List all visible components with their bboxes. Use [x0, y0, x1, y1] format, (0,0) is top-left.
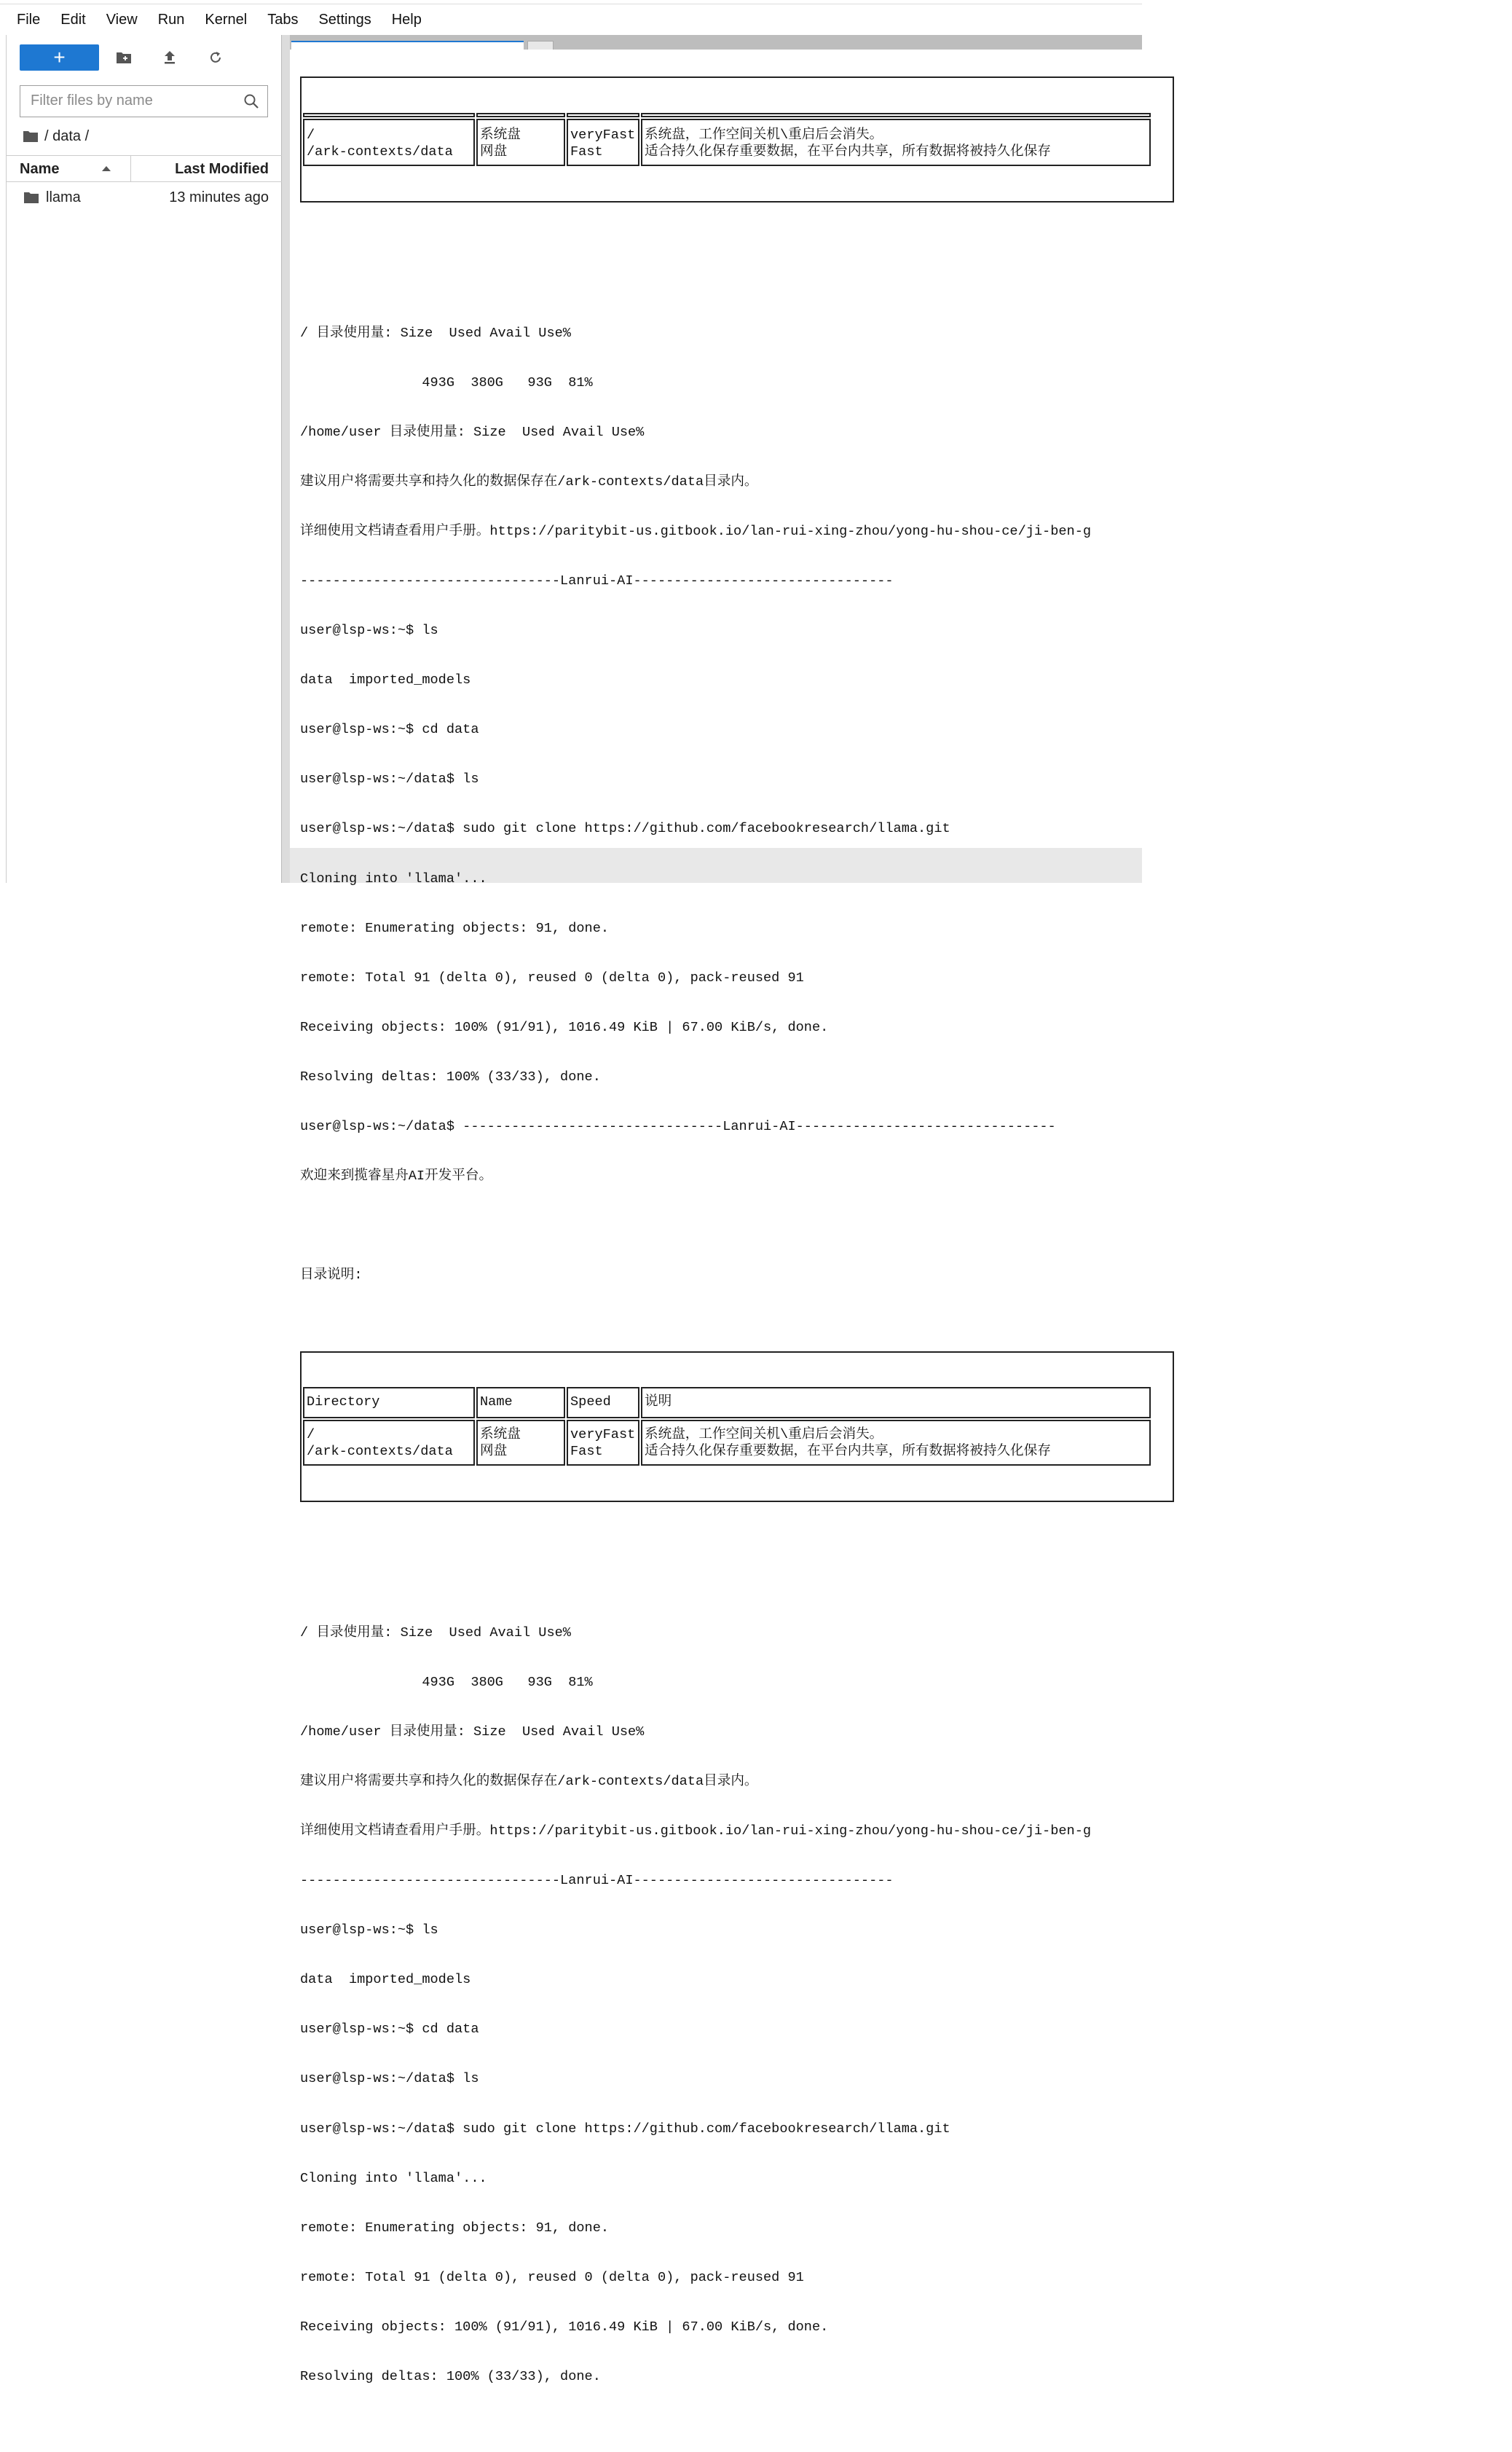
terminal-table-mid [300, 1351, 1174, 1502]
file-name: llama [46, 189, 81, 205]
terminal-line: 详细使用文档请查看用户手册。https://paritybit-us.gitbook.io/lan-rui-xing-zhou/yong-hu-shou-ce/ji-ben-g [300, 1823, 1092, 1839]
terminal-line: user@lsp-ws:~/data$ ls [300, 771, 479, 787]
terminal-line: --------------------------------Lanrui-AI-------------------------------- [300, 1873, 894, 1889]
file-row[interactable] [7, 183, 282, 211]
table-cell: 系统盘，工作空间关机\重启后会消失。 适合持久化保存重要数据，在平台内共享，所有数据将被持久化保存 [641, 119, 1151, 166]
terminal-line: remote: Total 91 (delta 0), reused 0 (delta 0), pack-reused 91 [300, 970, 804, 986]
table-cell: veryFast Fast [567, 1420, 639, 1466]
table-header-cell: 说明 [641, 1387, 1151, 1418]
menu-file[interactable]: File [17, 11, 41, 28]
column-name[interactable]: Name [20, 161, 60, 177]
terminal-line: remote: Enumerating objects: 91, done. [300, 2220, 610, 2236]
folder-icon[interactable] [23, 130, 39, 143]
terminal-line: /home/user 目录使用量: Size Used Avail Use% [300, 424, 645, 440]
upload-button[interactable] [160, 48, 179, 67]
terminal-line: 493G 380G 93G 81% [300, 1674, 593, 1690]
menu-settings[interactable]: Settings [318, 11, 371, 28]
file-browser-toolbar [7, 35, 282, 80]
new-launcher-button[interactable] [20, 44, 99, 71]
upload-icon [163, 50, 176, 65]
terminal-line: 建议用户将需要共享和持久化的数据保存在/ark-contexts/data目录内。 [300, 1773, 758, 1789]
terminal-line: user@lsp-ws:~$ cd data [300, 2021, 479, 2038]
table-cell: veryFast Fast [567, 119, 639, 166]
terminal-line: Receiving objects: 100% (91/91), 1016.49 KiB | 67.00 KiB/s, done. [300, 1019, 829, 1035]
filter-box [20, 85, 268, 117]
terminal-line: 493G 380G 93G 81% [300, 374, 593, 390]
table-cell [476, 113, 565, 117]
refresh-button[interactable] [206, 48, 225, 67]
refresh-icon [208, 50, 223, 65]
terminal-line: Resolving deltas: 100% (33/33), done. [300, 1069, 601, 1085]
table-cell [641, 113, 1151, 117]
terminal-line: /home/user 目录使用量: Size Used Avail Use% [300, 1724, 645, 1740]
terminal-line: 详细使用文档请查看用户手册。https://paritybit-us.gitbook.io/lan-rui-xing-zhou/yong-hu-shou-ce/ji-ben-g [300, 523, 1092, 539]
table-row [303, 119, 1151, 166]
terminal-line: --------------------------------Lanrui-AI-------------------------------- [300, 573, 894, 589]
terminal-line: user@lsp-ws:~$ ls [300, 1922, 438, 1938]
table-header-cell: Speed [567, 1387, 639, 1418]
terminal-line: user@lsp-ws:~$ ls [300, 623, 438, 639]
table-cell [567, 113, 639, 117]
table-header-cell: Name [476, 1387, 565, 1418]
menu-kernel[interactable]: Kernel [205, 11, 248, 28]
file-list-header [7, 155, 282, 182]
table-row [303, 113, 1151, 117]
terminal-line: remote: Total 91 (delta 0), reused 0 (delta 0), pack-reused 91 [300, 2269, 804, 2285]
terminal-line: user@lsp-ws:~/data$ ls [300, 2071, 479, 2087]
terminal-line: data imported_models [300, 1972, 471, 1988]
menu-edit[interactable]: Edit [60, 11, 86, 28]
panel-splitter[interactable] [282, 35, 290, 883]
table-cell: / /ark-contexts/data [303, 119, 475, 166]
terminal-block-1 [300, 243, 1174, 1317]
filter-input[interactable] [31, 86, 242, 115]
terminal-line: Receiving objects: 100% (91/91), 1016.49 KiB | 67.00 KiB/s, done. [300, 2319, 829, 2335]
terminal-line: remote: Enumerating objects: 91, done. [300, 920, 610, 936]
column-last-modified[interactable]: Last Modified [175, 161, 269, 177]
menu-run[interactable]: Run [157, 11, 185, 28]
terminal-line: Cloning into 'llama'... [300, 871, 487, 887]
search-icon [243, 93, 260, 110]
table-row [303, 1420, 1151, 1466]
plus-icon: + [53, 46, 66, 68]
file-modified: 13 minutes ago [169, 189, 269, 205]
menu-bar [0, 4, 1142, 35]
folder-icon [23, 191, 39, 204]
terminal-line: 欢迎来到揽睿星舟AI开发平台。 [300, 1168, 493, 1184]
terminal-line: user@lsp-ws:~/data$ sudo git clone https://github.com/facebookresearch/llama.git [300, 2121, 950, 2137]
terminal-line: 目录说明: [300, 1268, 363, 1284]
breadcrumb [23, 125, 89, 147]
terminal-line: 建议用户将需要共享和持久化的数据保存在/ark-contexts/data目录内。 [300, 473, 758, 490]
menu-tabs[interactable]: Tabs [267, 11, 299, 28]
sort-ascending-icon [102, 166, 111, 171]
table-cell: 系统盘 网盘 [476, 119, 565, 166]
terminal-line: data imported_models [300, 672, 471, 688]
left-sidebar-strip [0, 35, 7, 883]
terminal-line: user@lsp-ws:~/data$ sudo git clone https://github.com/facebookresearch/llama.git [300, 821, 950, 837]
column-divider[interactable] [130, 156, 131, 182]
terminal-line: user@lsp-ws:~/data$ --------------------------------Lanrui-AI-------------------------------- [300, 1119, 1056, 1135]
table-cell [303, 113, 475, 117]
terminal-table-top [300, 76, 1174, 202]
menu-help[interactable]: Help [391, 11, 422, 28]
terminal-line [300, 1576, 1174, 1592]
terminal-line: / 目录使用量: Size Used Avail Use% [300, 1624, 571, 1640]
table-header-cell: Directory [303, 1387, 475, 1418]
terminal-line: / 目录使用量: Size Used Avail Use% [300, 325, 571, 341]
terminal-line: Cloning into 'llama'... [300, 2170, 487, 2186]
terminal-output [300, 44, 1174, 2452]
table-cell: 系统盘，工作空间关机\重启后会消失。 适合持久化保存重要数据，在平台内共享，所有数据将被持久化保存 [641, 1420, 1151, 1466]
terminal-line [300, 1218, 1174, 1235]
new-folder-button[interactable] [114, 48, 133, 67]
table-row [303, 1387, 1151, 1418]
terminal-block-2 [300, 1542, 1174, 2418]
breadcrumb-path[interactable]: / data / [44, 127, 90, 144]
terminal-line: Resolving deltas: 100% (33/33), done. [300, 2369, 601, 2385]
terminal-panel[interactable] [290, 50, 1142, 2385]
table-cell: / /ark-contexts/data [303, 1420, 475, 1466]
new-folder-icon [116, 51, 132, 64]
terminal-line [300, 275, 1174, 292]
file-browser [7, 35, 282, 883]
table-cell: 系统盘 网盘 [476, 1420, 565, 1466]
terminal-line: user@lsp-ws:~$ cd data [300, 722, 479, 738]
menu-view[interactable]: View [106, 11, 138, 28]
